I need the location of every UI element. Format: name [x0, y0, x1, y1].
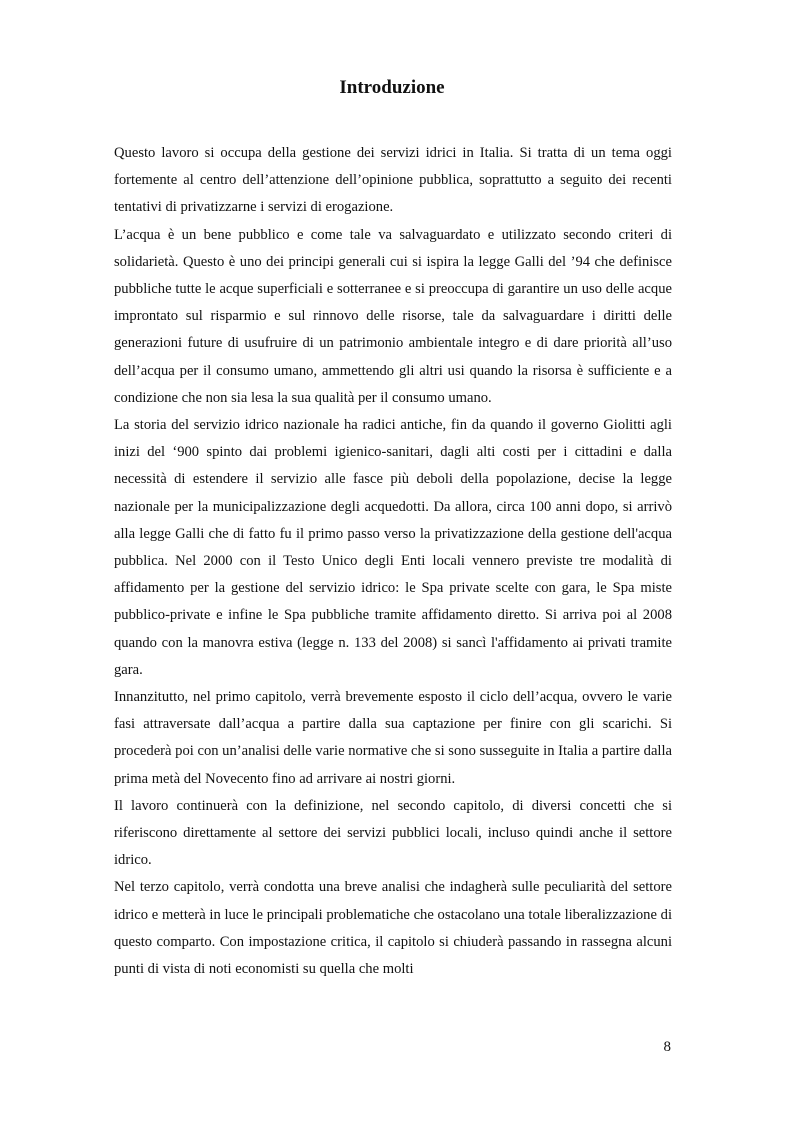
paragraph: Questo lavoro si occupa della gestione dei servizi idrici in Italia. Si tratta di un tema oggi fortemente al centro dell’attenzione dell’opinione pubblica, soprattutto a seguito dei recenti tentativi di privatizzarne i servizi di erogazione. [114, 145, 672, 216]
paragraph: Il lavoro continuerà con la definizione, nel secondo capitolo, di diversi concetti che si riferiscono direttamente al settore dei servizi pubblici locali, incluso quindi anche il settore idrico. [114, 797, 672, 869]
page-number: 8 [663, 1039, 671, 1055]
paragraph: L’acqua è un bene pubblico e come tale va salvaguardato e utilizzato secondo criteri di solidarietà. Questo è uno dei principi generali cui si ispira la legge Galli del ’94 che definisce pubbliche tutte le acque superficiali e sotterranee e si preoccupa di garantire un uso delle acque improntato sul risparmio e sul rinnovo delle risorse, tale da salvaguardare i diritti delle generazioni future di usufruire di un patrimonio ambientale integro e di dare priorità all’uso dell’acqua per il consumo umano, ammettendo gli altri usi quando la risorsa è sufficiente e a condizione che non sia lesa la sua qualità per il consumo umano. [114, 226, 672, 406]
paragraph: La storia del servizio idrico nazionale ha radici antiche, fin da quando il governo Giolitti agli inizi del ‘900 spinto dai problemi igienico-sanitari, dagli alti costi per i cittadini e dalla necessità di estendere il servizio alle fasce più deboli della popolazione, decise la legge nazionale per la municipalizzazione degli acquedotti. Da allora, circa 100 anni dopo, si arrivò alla legge Galli che di fatto fu il primo passo verso la privatizzazione della gestione dell'acqua pubblica. Nel 2000 con il Testo Unico degli Enti locali vennero previste tre modalità di affidamento per la gestione del servizio idrico: le Spa private scelte con gara, le Spa miste pubblico-private e infine le Spa pubbliche tramite affidamento diretto. Si arriva poi al 2008 quando con la manovra estiva (legge n. 133 del 2008) si sancì l'affidamento ai privati tramite gara. [114, 417, 672, 678]
paragraph: Nel terzo capitolo, verrà condotta una breve analisi che indagherà sulle peculiarità del settore idrico e metterà in luce le principali problematiche che ostacolano una totale liberalizzazione di questo comparto. Con impostazione critica, il capitolo si chiuderà passando in rassegna alcuni punti di vista di noti economisti su quella che molti [114, 879, 672, 978]
page-title: Introduzione [339, 77, 445, 98]
body-text [114, 140, 672, 983]
paragraph: Innanzitutto, nel primo capitolo, verrà brevemente esposto il ciclo dell’acqua, ovvero le varie fasi attraversate dall’acqua a partire dalla sua captazione per finire con gli scarichi. Si procederà poi con un’analisi delle varie normative che si sono susseguite in Italia a partire dalla prima metà del Novecento fino ad arrivare ai nostri giorni. [114, 689, 673, 787]
